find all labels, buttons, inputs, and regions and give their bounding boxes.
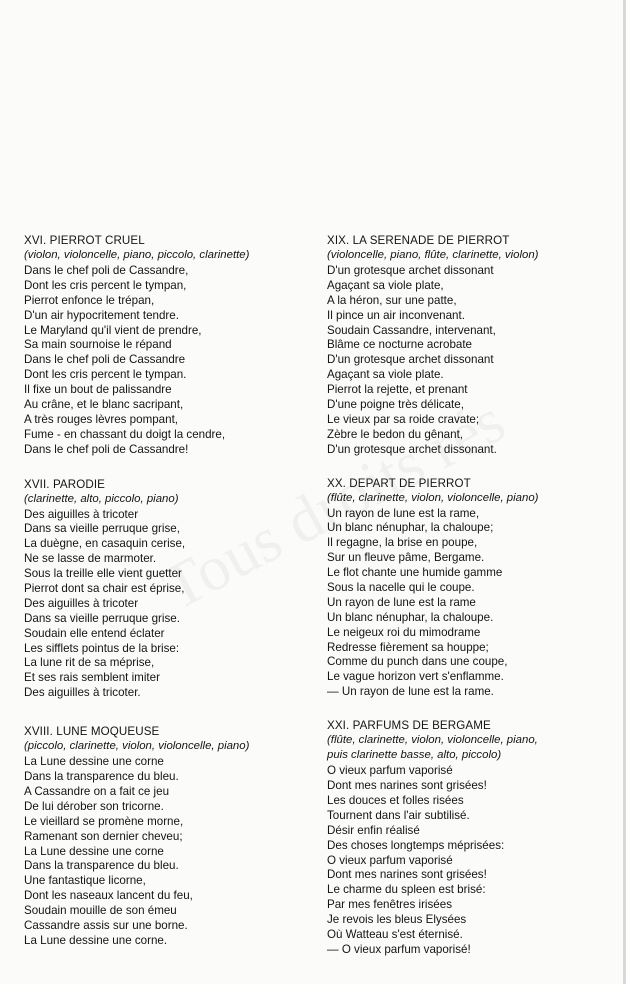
poem-lines [24,508,314,702]
poem-instruments: (piccolo, clarinette, violon, violoncelle, piano) [24,740,250,753]
verse-line: — Un rayon de lune est la rame. [327,685,494,699]
verse-line: Ne se lasse de marmoter. [24,552,157,566]
verse-line: Il pince un air inconvenant. [327,308,465,322]
verse-line: La lune rit de sa méprise, [24,656,155,670]
verse-line: A très rouges lèvres pompant, [24,412,179,426]
poem-title: XVII. PARODIE [24,477,105,491]
verse-line: A la héron, sur une patte, [327,293,457,307]
verse-line: Désir enfin réalisé [327,823,420,837]
poem-lines [327,264,617,458]
verse-line: Un rayon de lune est la rame, [327,506,480,520]
verse-line: De lui dérober son tricorne. [24,799,164,813]
verse-line: La Lune dessine une corne [24,844,164,858]
poem-title: XVI. PIERROT CRUEL [24,234,145,247]
poem-section [24,233,314,458]
verse-line: Des aiguilles à tricoter [24,596,139,610]
verse-line: Il regagne, la brise en poupe, [327,536,478,550]
verse-line: D'un grotesque archet dissonant. [327,442,497,456]
verse-line: Une fantastique licorne, [24,874,146,888]
verse-line: — O vieux parfum vaporisé! [327,942,471,956]
verse-line: Où Watteau s'est éternisé. [327,927,463,941]
verse-line: Pierrot enfonce le trépan, [24,293,155,307]
verse-line: Les sifflets pointus de la brise: [24,641,180,655]
verse-line: Le neigeux roi du mimodrame [327,625,481,639]
verse-line: La duègne, en casaquin cerise, [24,537,186,551]
verse-line: D'un grotesque archet dissonant [327,353,494,367]
right-column [327,233,617,958]
verse-line: Sa main sournoise le répand [24,338,172,352]
verse-line: Dont les cris percent le tympan, [24,278,187,292]
verse-line: Dans la transparence du bleu. [24,770,179,784]
verse-line: Un blanc nénuphar, la chaloupe. [327,610,494,624]
poem-lines [327,507,617,701]
verse-line: Cassandre assis sur une borne. [24,918,188,932]
verse-line: Il fixe un bout de palissandre [24,383,172,397]
verse-line: Soudain mouille de son émeu [24,904,177,918]
verse-line: Soudain elle entend éclater [24,626,165,640]
poem-instruments: (violoncelle, piano, flûte, clarinette, violon) [327,249,539,261]
verse-line: Dans sa vieille perruque grise, [24,522,180,536]
poem-instruments: (flûte, clarinette, violon, violoncelle, piano, [327,734,538,747]
poem-title: XX. DEPART DE PIERROT [327,476,471,490]
verse-line: Dans la transparence du bleu. [24,859,179,873]
verse-line: Dont mes narines sont grisées! [327,779,487,793]
verse-line: La Lune dessine une corne. [24,933,168,947]
verse-line: Un rayon de lune est la rame [327,595,476,609]
verse-line: Le flot chante une humide gamme [327,566,503,580]
verse-line: O vieux parfum vaporisé [327,764,453,778]
poem-section [24,477,314,702]
verse-line: Sous la treille elle vient guetter [24,567,182,581]
left-column [24,233,314,949]
poem-title: XVIII. LUNE MOQUEUSE [24,725,160,739]
verse-line: Fume - en chassant du doigt la cendre, [24,427,226,441]
verse-line: Au crâne, et le blanc sacripant, [24,398,184,412]
verse-line: Le Maryland qu'il vient de prendre, [24,323,202,337]
poem-lines [24,264,314,458]
poem-section [24,724,314,949]
poem-title: XXI. PARFUMS DE BERGAME [327,719,491,733]
verse-line: O vieux parfum vaporisé [327,853,453,867]
verse-line: Pierrot dont sa chair est éprise, [24,582,185,596]
verse-line: Zèbre le bedon du gênant, [327,427,464,441]
verse-line: Dans sa vieille perruque grise. [24,611,180,625]
verse-line: Soudain Cassandre, intervenant, [327,323,496,337]
verse-line: Le vague horizon vert s'enflamme. [327,670,504,684]
verse-line: Blâme ce nocturne acrobate [327,338,473,352]
poem-section [327,476,617,701]
verse-line: D'une poigne très délicate, [327,398,464,412]
verse-line: Des aiguilles à tricoter. [24,686,141,700]
verse-line: Sur un fleuve pâme, Bergame. [327,551,485,565]
verse-line: Le charme du spleen est brisé: [327,883,486,897]
poem-instruments: (flûte, clarinette, violon, violoncelle, piano) [327,491,539,504]
verse-line: Dans le chef poli de Cassandre! [24,442,189,456]
poem-lines [24,755,314,949]
verse-line: D'un grotesque archet dissonant [327,264,494,277]
poem-section [327,718,617,958]
poem-instruments-continued: puis clarinette basse, alto, piccolo) [327,749,502,762]
verse-line: Dans le chef poli de Cassandre [24,353,186,367]
poem-section [327,233,617,458]
verse-line: Dont les cris percent le tympan. [24,368,187,382]
poem-lines [327,764,617,958]
verse-line: Agaçant sa viole plate, [327,278,444,292]
verse-line: Comme du punch dans une coupe, [327,655,508,669]
verse-line: Pierrot la rejette, et prenant [327,383,468,397]
poem-instruments: (violon, violoncelle, piano, piccolo, clarinette) [24,249,250,261]
verse-line: Les douces et folles risées [327,793,464,807]
verse-line: Le vieillard se promène morne, [24,814,184,828]
verse-line: Tournent dans l'air subtilisé. [327,808,470,822]
poem-title: XIX. LA SERENADE DE PIERROT [327,234,510,247]
verse-line: La Lune dessine une corne [24,755,164,769]
verse-line: Des choses longtemps méprisées: [327,838,505,852]
verse-line: Et ses rais semblent imiter [24,671,160,685]
verse-line: Dont les naseaux lancent du feu, [24,889,193,903]
verse-line: A Cassandre on a fait ce jeu [24,784,170,798]
verse-line: Sous la nacelle qui le coupe. [327,581,475,595]
poem-instruments: (clarinette, alto, piccolo, piano) [24,492,179,505]
verse-line: D'un air hypocritement tendre. [24,308,179,322]
verse-line: Dont mes narines sont grisées! [327,868,487,882]
verse-line: Un blanc nénuphar, la chaloupe; [327,521,494,535]
verse-line: Par mes fenêtres irisées [327,898,453,912]
verse-line: Dans le chef poli de Cassandre, [24,264,189,277]
verse-line: Ramenant son dernier cheveu; [24,829,183,843]
verse-line: Le vieux par sa roide cravate; [327,412,480,426]
verse-line: Des aiguilles à tricoter [24,507,139,521]
verse-line: Agaçant sa viole plate. [327,368,444,382]
verse-line: Redresse fièrement sa houppe; [327,640,489,654]
verse-line: Je revois les bleus Elysées [327,913,467,927]
